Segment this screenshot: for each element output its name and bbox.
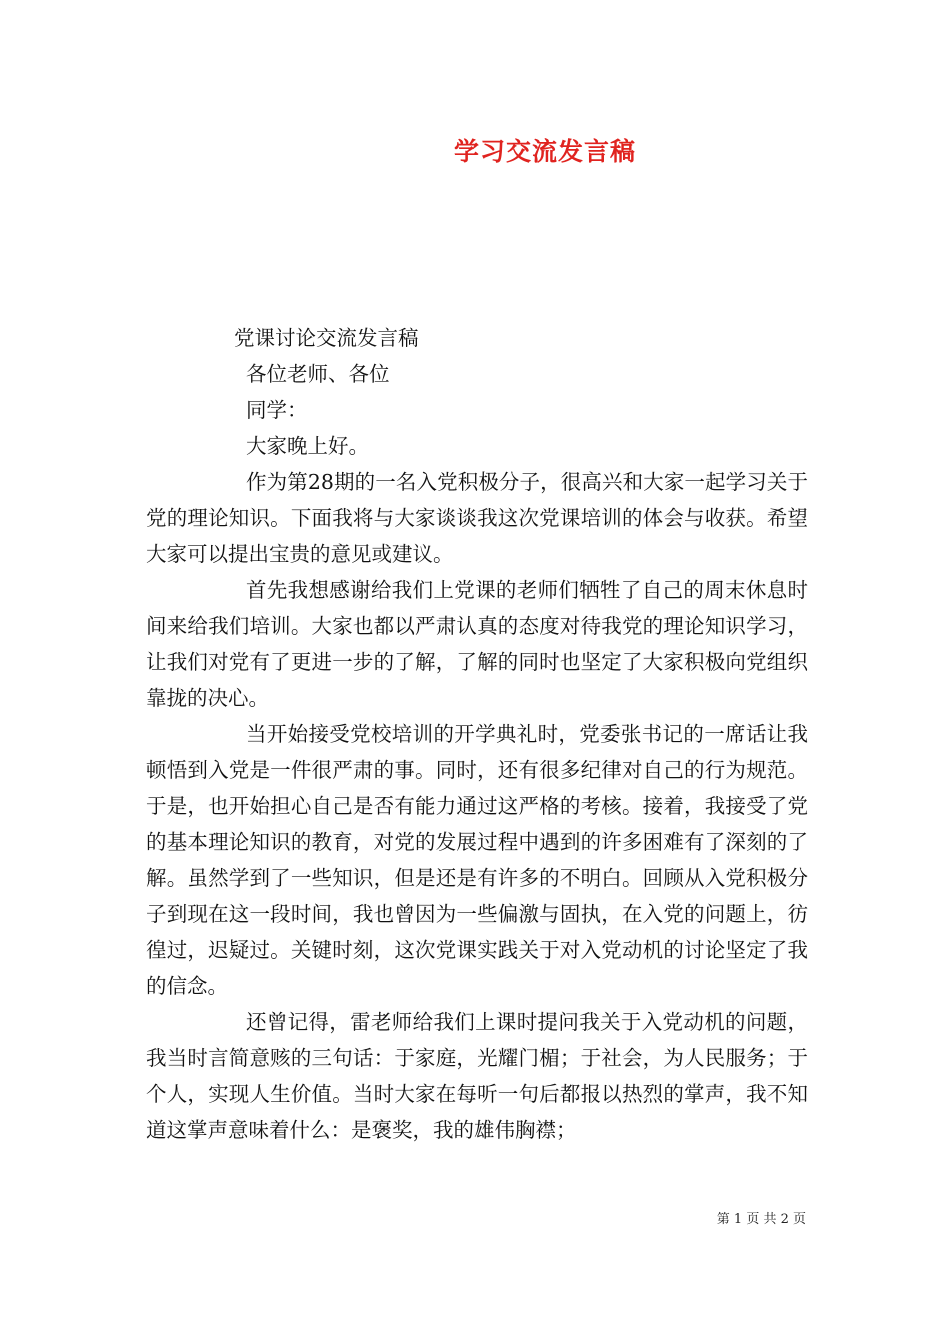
body-paragraph: 还曾记得，雷老师给我们上课时提问我关于入党动机的问题，我当时言简意赅的三句话：于家庭，光耀门楣；于社会，为人民服务；于个人，实现人生价值。当时大家在每听一句后都报以热烈的掌声，我不知道这掌声意味着什么：是褒奖，我的雄伟胸襟； — [146, 1010, 808, 1142]
document-body — [146, 320, 808, 1148]
page-indicator: 第 1 页 共 2 页 — [716, 1212, 806, 1227]
document-title: 学习交流发言稿 — [453, 137, 636, 166]
document-subheading: 党课讨论交流发言稿 — [234, 326, 419, 350]
body-paragraph: 作为第28期的一名入党积极分子，很高兴和大家一起学习关于党的理论知识。下面我将与大家谈谈我这次党课培训的体会与收获。希望大家可以提出宝贵的意见或建议。 — [146, 470, 808, 566]
salutation-line: 同学： — [246, 398, 308, 422]
body-paragraph: 当开始接受党校培训的开学典礼时，党委张书记的一席话让我顿悟到入党是一件很严肃的事。同时，还有很多纪律对自己的行为规范。于是，也开始担心自己是否有能力通过这严格的考核。接着，我接受了党的基本理论知识的教育，对党的发展过程中遇到的许多困难有了深刻的了解。虽然学到了一些知识，但是还是有许多的不明白。回顾从入党积极分子到现在这一段时间，我也曾因为一些偏激与固执，在入党的问题上，彷徨过，迟疑过。关键时刻，这次党课实践关于对入党动机的讨论坚定了我的信念。 — [146, 722, 808, 998]
salutation-line: 各位老师、各位 — [246, 362, 390, 386]
greeting-line: 大家晚上好。 — [246, 434, 369, 458]
body-paragraph: 首先我想感谢给我们上党课的老师们牺牲了自己的周末休息时间来给我们培训。大家也都以严肃认真的态度对待我党的理论知识学习，让我们对党有了更进一步的了解，了解的同时也坚定了大家积极向党组织靠拢的决心。 — [146, 578, 808, 710]
